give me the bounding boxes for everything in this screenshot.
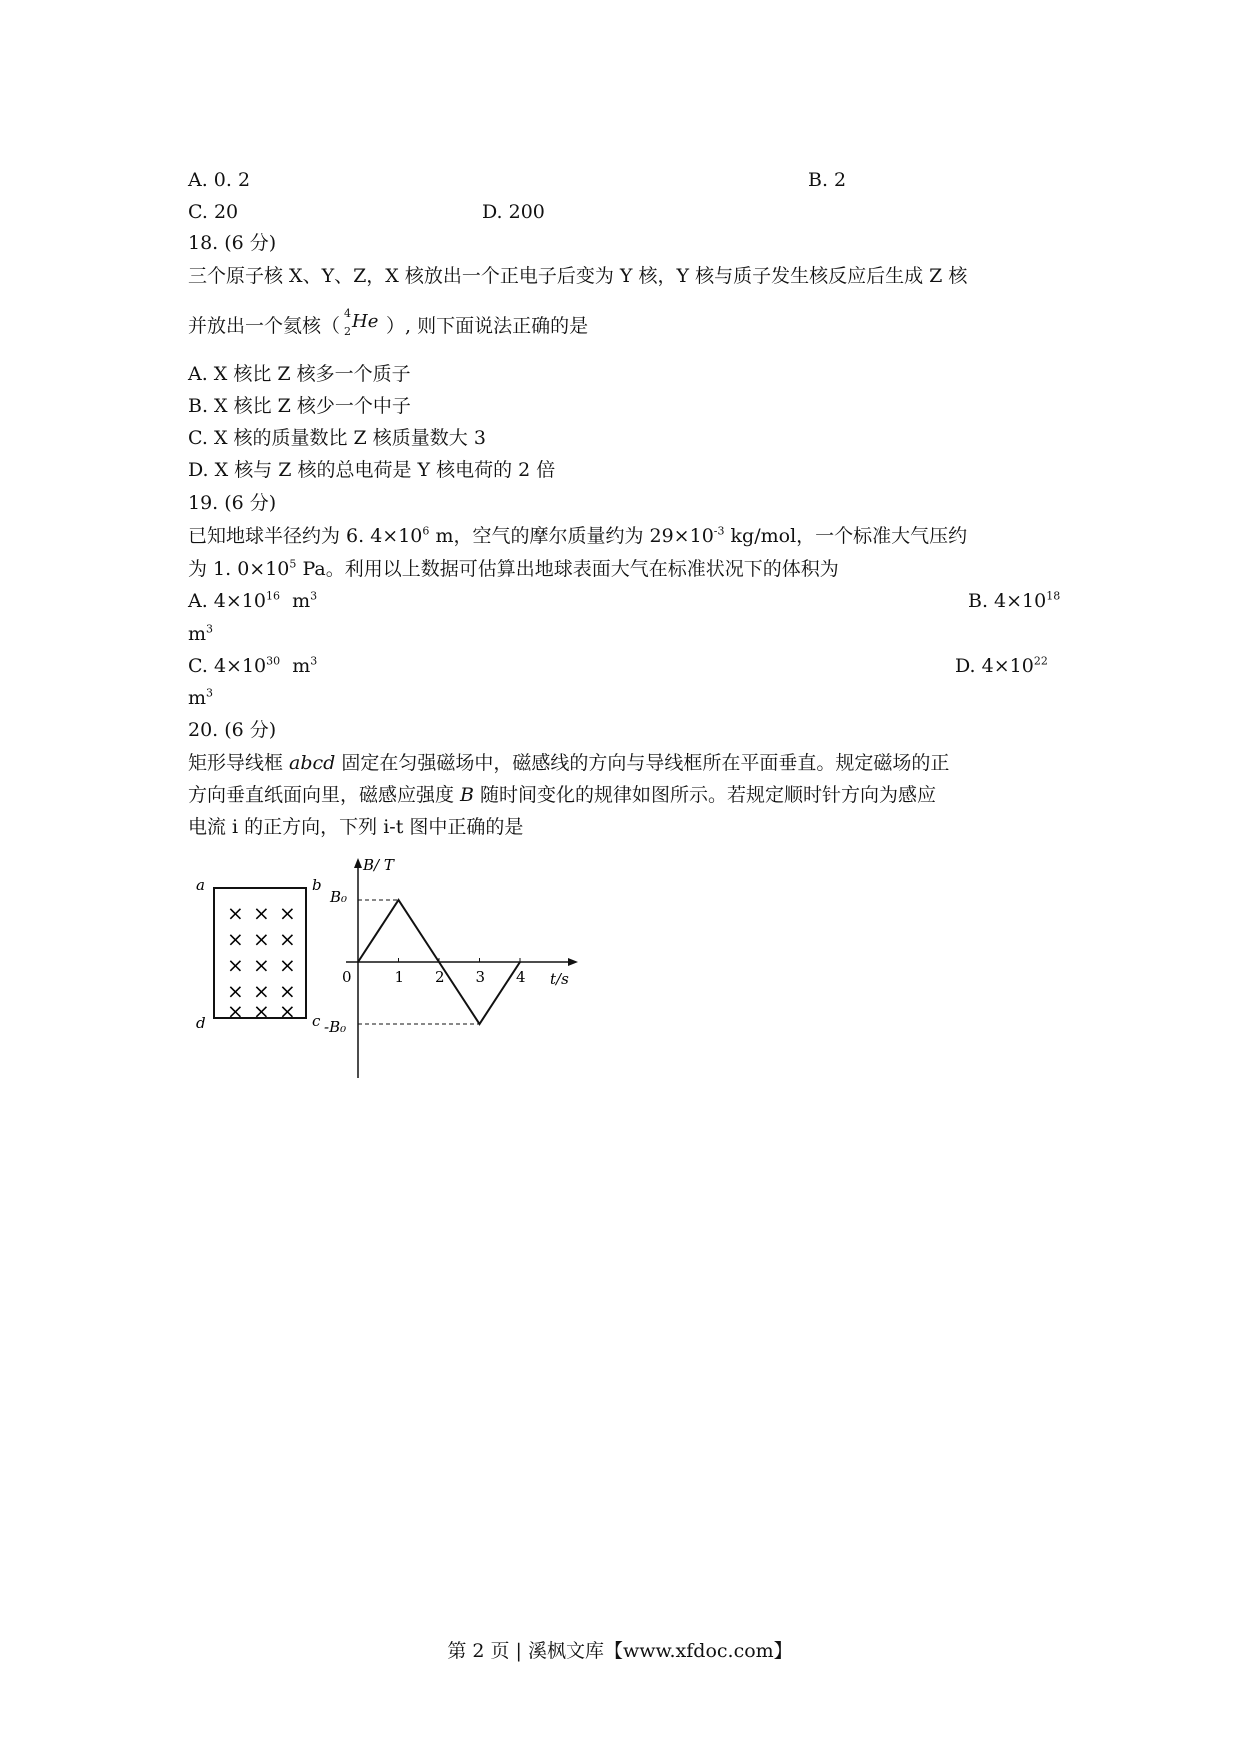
field-mark-2-1: ×: [253, 953, 270, 977]
corner-d-label: d: [196, 1014, 206, 1032]
field-mark-3-1: ×: [253, 979, 270, 1003]
field-mark-4-2: ×: [279, 999, 296, 1023]
q19-l2-a-exp: 5: [289, 557, 297, 571]
q20-stem-line1: [188, 751, 949, 775]
x-tick-label-4: 4: [516, 968, 526, 986]
q19-l1-c: kg/mol，一个标准大气压约: [724, 525, 968, 547]
field-mark-2-2: ×: [279, 953, 296, 977]
q20-l1-var: abcd: [289, 752, 336, 774]
q19-opt-b-unit: m: [188, 623, 207, 645]
q19-option-d: [955, 654, 1048, 678]
field-mark-4-1: ×: [253, 999, 270, 1023]
q20-l2-b: 随时间变化的规律如图所示。若规定顺时针方向为感应: [474, 784, 937, 806]
x-tick-label-3: 3: [475, 968, 486, 986]
q19-opt-c-exp: 30: [266, 654, 281, 668]
q19-opt-d-text: D. 4×10: [955, 655, 1034, 677]
q20-l1-b: 固定在匀强磁场中，磁感线的方向与导线框所在平面垂直。规定磁场的正: [335, 752, 950, 774]
q19-opt-d-exp: 22: [1033, 654, 1048, 668]
q18-stem-line2-post: ）, 则下面说法正确的是: [386, 315, 589, 337]
field-mark-3-2: ×: [279, 979, 296, 1003]
q19-opt-a-text: A. 4×10: [188, 590, 266, 612]
q19-option-b: [968, 589, 1060, 613]
magnetic-field-into-page-marks: [227, 901, 296, 1023]
q19-l1-b: m，空气的摩尔质量约为 29×10: [429, 525, 714, 547]
field-mark-0-2: ×: [279, 901, 296, 925]
q19-opt-d-unit: m: [188, 687, 207, 709]
q19-opt-b-exp: 18: [1046, 589, 1061, 603]
q19-opt-c-unit-exp: 3: [310, 654, 318, 668]
field-mark-1-1: ×: [253, 927, 270, 951]
q20-figure: [190, 850, 600, 1090]
q20-figure-svg: [190, 850, 600, 1090]
q19-l1-a: 已知地球半径约为 6. 4×10: [188, 525, 423, 547]
q19-option-b-unit: [188, 622, 213, 646]
field-mark-3-0: ×: [227, 979, 244, 1003]
he-element-symbol: He: [352, 311, 379, 332]
y-axis-label: B/ T: [363, 856, 394, 874]
q17-option-a: A. 0. 2: [188, 169, 251, 191]
q19-header: 19. (6 分): [188, 492, 277, 514]
corner-c-label: c: [312, 1012, 321, 1030]
x-axis-label: t/s: [550, 970, 569, 988]
q18-option-d: D. X 核与 Z 核的总电荷是 Y 核电荷的 2 倍: [188, 459, 556, 481]
q19-stem-line2: [188, 557, 839, 581]
field-mark-2-0: ×: [227, 953, 244, 977]
q19-opt-c-text: C. 4×10: [188, 655, 267, 677]
q19-opt-d-unit-exp: 3: [206, 686, 214, 700]
q20-header: 20. (6 分): [188, 719, 277, 741]
q18-stem-line2: [188, 307, 589, 338]
q18-stem-line1: 三个原子核 X、Y、Z，X 核放出一个正电子后变为 Y 核，Y 核与质子发生核反应后生成 Z 核: [188, 265, 968, 287]
corner-b-label: b: [312, 876, 322, 894]
q18-header: 18. (6 分): [188, 232, 277, 254]
q17-option-c: C. 20: [188, 201, 239, 223]
field-mark-1-0: ×: [227, 927, 244, 951]
x-tick-label-1: 1: [394, 968, 405, 986]
he-mass-number: 4: [344, 307, 352, 320]
q19-option-d-unit: [188, 686, 213, 710]
q20-l1-a: 矩形导线框: [188, 752, 290, 774]
x-axis-arrow: [568, 958, 578, 966]
field-mark-1-2: ×: [279, 927, 296, 951]
q19-opt-a-exp: 16: [266, 589, 280, 603]
y-axis-arrow: [354, 858, 362, 868]
q19-l2-b: Pa。利用以上数据可估算出地球表面大气在标准状况下的体积为: [296, 558, 839, 580]
q19-stem-line1: [188, 524, 967, 548]
q20-stem-line3: 电流 i 的正方向，下列 i-t 图中正确的是: [188, 816, 524, 838]
x-tick-label-2: 2: [435, 968, 445, 986]
q18-option-b: B. X 核比 Z 核少一个中子: [188, 395, 411, 417]
b0-positive-label: B₀: [330, 888, 348, 906]
q19-opt-b-text: B. 4×10: [968, 590, 1047, 612]
q19-option-c: [188, 654, 317, 678]
q18-option-c: C. X 核的质量数比 Z 核质量数大 3: [188, 427, 486, 449]
q18-option-a: A. X 核比 Z 核多一个质子: [188, 363, 411, 385]
b0-negative-label: -B₀: [324, 1018, 347, 1036]
origin-label: 0: [342, 968, 352, 986]
corner-a-label: a: [196, 876, 205, 894]
q19-l1-b-exp: -3: [713, 524, 725, 538]
q19-opt-b-unit-exp: 3: [206, 622, 214, 636]
field-mark-0-0: ×: [227, 901, 244, 925]
field-mark-0-1: ×: [253, 901, 270, 925]
q17-option-b: B. 2: [808, 169, 847, 191]
q20-l2-var: B: [460, 784, 475, 806]
q17-option-d: D. 200: [482, 201, 545, 223]
helium-nucleus-symbol: [340, 307, 386, 338]
q19-opt-a-unit: m: [292, 590, 311, 612]
page-footer: 第 2 页 | 溪枫文库【www.xfdoc.com】: [447, 1640, 793, 1662]
q20-stem-line2: [188, 783, 936, 807]
q19-option-a: [188, 589, 317, 613]
q19-l2-a: 为 1. 0×10: [188, 558, 290, 580]
he-charge-number: 2: [344, 325, 352, 338]
q20-l2-a: 方向垂直纸面向里，磁感应强度: [188, 784, 461, 806]
q19-opt-c-unit: m: [292, 655, 311, 677]
q18-stem-line2-pre: 并放出一个氦核（: [188, 315, 341, 337]
q19-l1-a-exp: 6: [422, 524, 430, 538]
field-mark-4-0: ×: [227, 999, 244, 1023]
q19-opt-a-unit-exp: 3: [310, 589, 318, 603]
